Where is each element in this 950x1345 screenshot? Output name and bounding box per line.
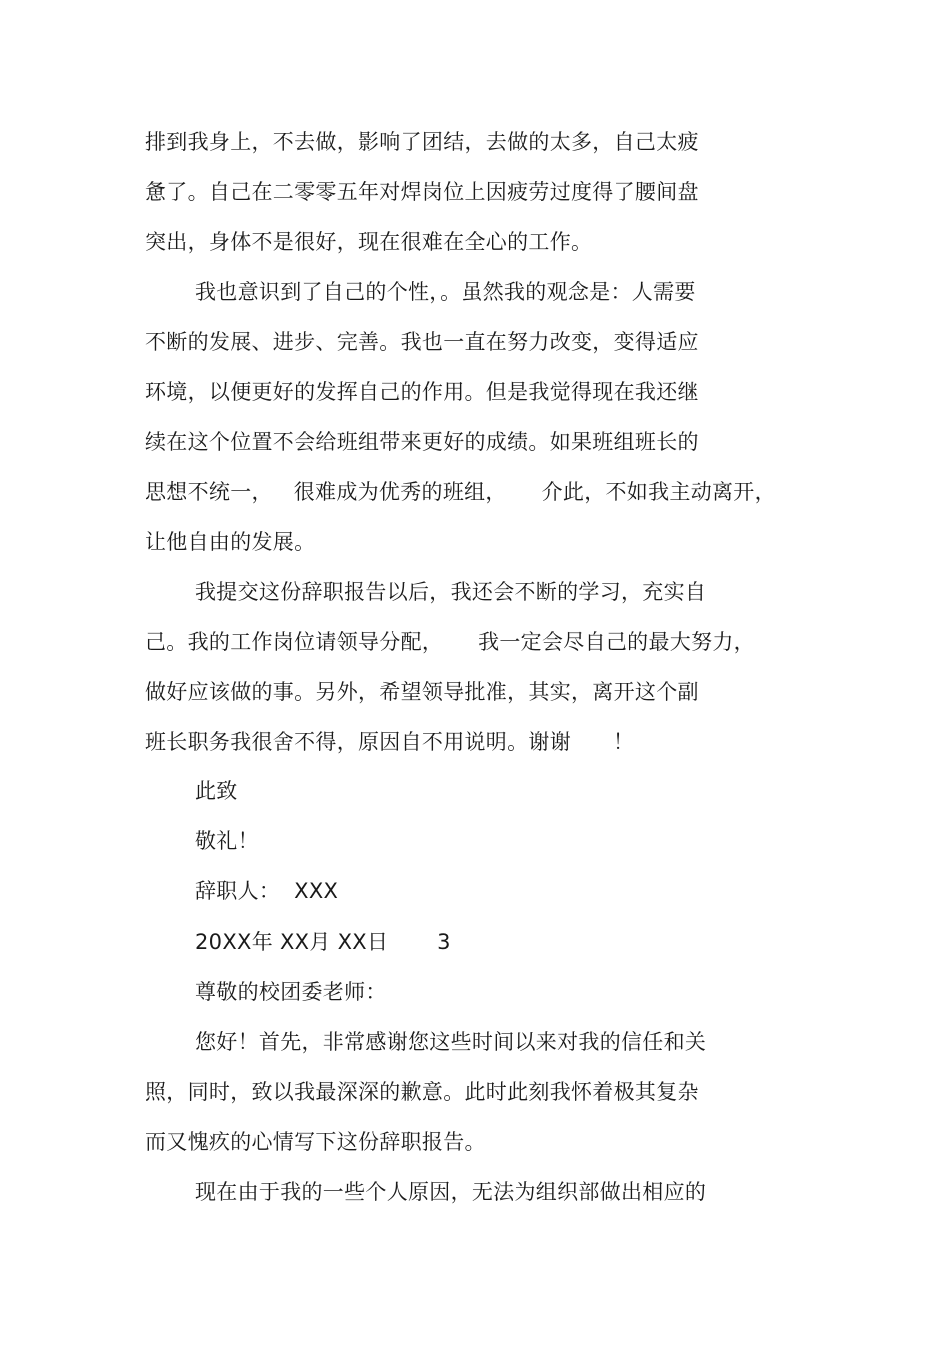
body-line: 排到我身上，不去做，影响了团结，去做的太多，自己太疲 bbox=[145, 130, 699, 154]
body-line: 照，同时，致以我最深深的歉意。此时此刻我怀着极其复杂 bbox=[145, 1080, 699, 1104]
closing-salutation: 此致 bbox=[195, 779, 238, 803]
paragraph-start-line: 我提交这份辞职报告以后，我还会不断的学习，充实自 bbox=[195, 580, 707, 604]
body-line: 让他自由的发展。 bbox=[145, 530, 316, 554]
closing-regards: 敬礼！ bbox=[195, 829, 259, 853]
body-line: 不断的发展、进步、完善。我也一直在努力改变，变得适应 bbox=[145, 330, 699, 354]
body-line: 班长职务我很舍不得，原因自不用说明。谢谢 ！ bbox=[145, 730, 635, 754]
body-line: 思想不统一， 很难成为优秀的班组， 介此，不如我主动离开， bbox=[145, 480, 776, 504]
signature-line: 辞职人： XXX bbox=[195, 879, 339, 903]
body-line: 而又愧疚的心情写下这份辞职报告。 bbox=[145, 1130, 486, 1154]
body-line: 续在这个位置不会给班组带来更好的成绩。如果班组班长的 bbox=[145, 430, 699, 454]
paragraph-start-line: 我也意识到了自己的个性，。虽然我的观念是：人需要 bbox=[195, 280, 696, 304]
date-line: 20XX年 XX月 XX日 3 bbox=[195, 930, 451, 954]
paragraph-start-line: 现在由于我的一些个人原因，无法为组织部做出相应的 bbox=[195, 1180, 707, 1204]
body-line: 环境，以便更好的发挥自己的作用。但是我觉得现在我还继 bbox=[145, 380, 699, 404]
body-line: 惫了。自己在二零零五年对焊岗位上因疲劳过度得了腰间盘 bbox=[145, 180, 699, 204]
body-line: 做好应该做的事。另外，希望领导批准，其实，离开这个副 bbox=[145, 680, 699, 704]
body-line: 突出，身体不是很好，现在很难在全心的工作。 bbox=[145, 230, 593, 254]
paragraph-start-line: 您好！首先，非常感谢您这些时间以来对我的信任和关 bbox=[195, 1030, 707, 1054]
letter-greeting: 尊敬的校团委老师： bbox=[195, 980, 387, 1004]
body-line: 己。我的工作岗位请领导分配， 我一定会尽自己的最大努力， bbox=[145, 630, 755, 654]
